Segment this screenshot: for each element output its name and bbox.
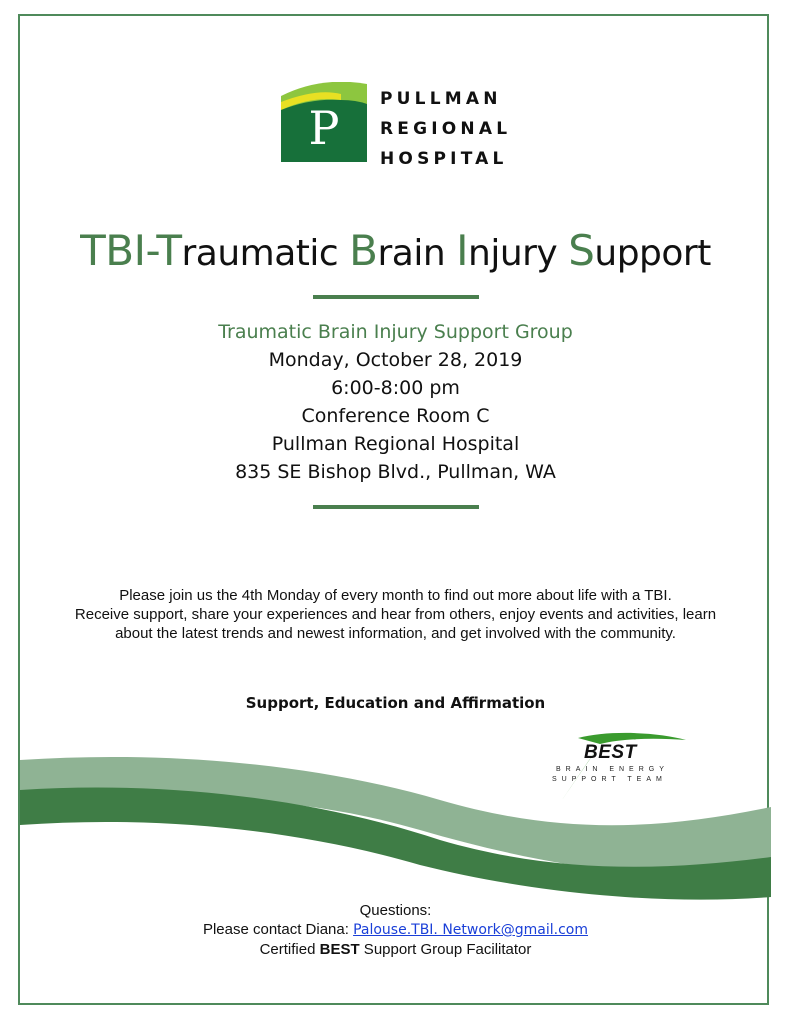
description	[40, 586, 751, 643]
title-rest: rain	[377, 233, 446, 274]
logo-letter: P	[308, 101, 340, 155]
contact-heading: Questions:	[359, 902, 432, 919]
best-logo-line: SUPPORT TEAM	[552, 776, 667, 783]
event-time: 6:00-8:00 pm	[331, 377, 460, 399]
title-initial: T	[156, 226, 182, 275]
event-date: Monday, October 28, 2019	[268, 349, 523, 371]
description-line: Please join us the 4th Monday of every month to find out more about life with a TBI.	[119, 587, 672, 604]
email-link[interactable]: Palouse.TBI. Network@gmail.com	[353, 922, 589, 938]
best-logo-word: BEST	[584, 742, 637, 763]
contact-section	[0, 901, 791, 959]
title-prefix: TBI-	[80, 226, 157, 275]
title-initial: S	[568, 226, 595, 275]
best-logo-subtitle	[552, 765, 669, 785]
contact-line	[0, 920, 791, 940]
divider-bottom	[313, 505, 479, 509]
event-venue: Pullman Regional Hospital	[271, 433, 520, 455]
event-subtitle: Traumatic Brain Injury Support Group	[218, 321, 573, 343]
description-line: Receive support, share your experiences and hear from others, enjoy events and activities, learn	[74, 606, 717, 623]
hospital-logo	[281, 82, 367, 162]
event-details	[0, 318, 791, 486]
contact-prompt: Please contact Diana:	[202, 921, 354, 938]
cert-suffix: Support Group Facilitator	[359, 941, 532, 958]
description-line: about the latest trends and newest information, and get involved with the community.	[115, 625, 676, 642]
title-initial: B	[349, 226, 378, 275]
hospital-name-line: PULLMAN	[380, 89, 502, 109]
hospital-name	[380, 84, 511, 174]
hospital-name-line: HOSPITAL	[380, 149, 508, 169]
cert-prefix: Certified	[259, 941, 320, 958]
title-rest: upport	[594, 233, 711, 274]
title-rest: njury	[468, 233, 558, 274]
title-initial: I	[456, 226, 468, 275]
certification-line	[0, 940, 791, 959]
cert-bold: BEST	[319, 941, 360, 958]
event-room: Conference Room C	[301, 405, 490, 427]
tagline: Support, Education and Affirmation	[245, 694, 546, 712]
title-rest: raumatic	[181, 233, 339, 274]
divider-top	[313, 295, 479, 299]
page-title	[0, 226, 791, 275]
event-address: 835 SE Bishop Blvd., Pullman, WA	[235, 461, 556, 483]
hospital-name-line: REGIONAL	[380, 119, 512, 139]
best-logo-line: BRAIN ENERGY	[556, 766, 669, 773]
